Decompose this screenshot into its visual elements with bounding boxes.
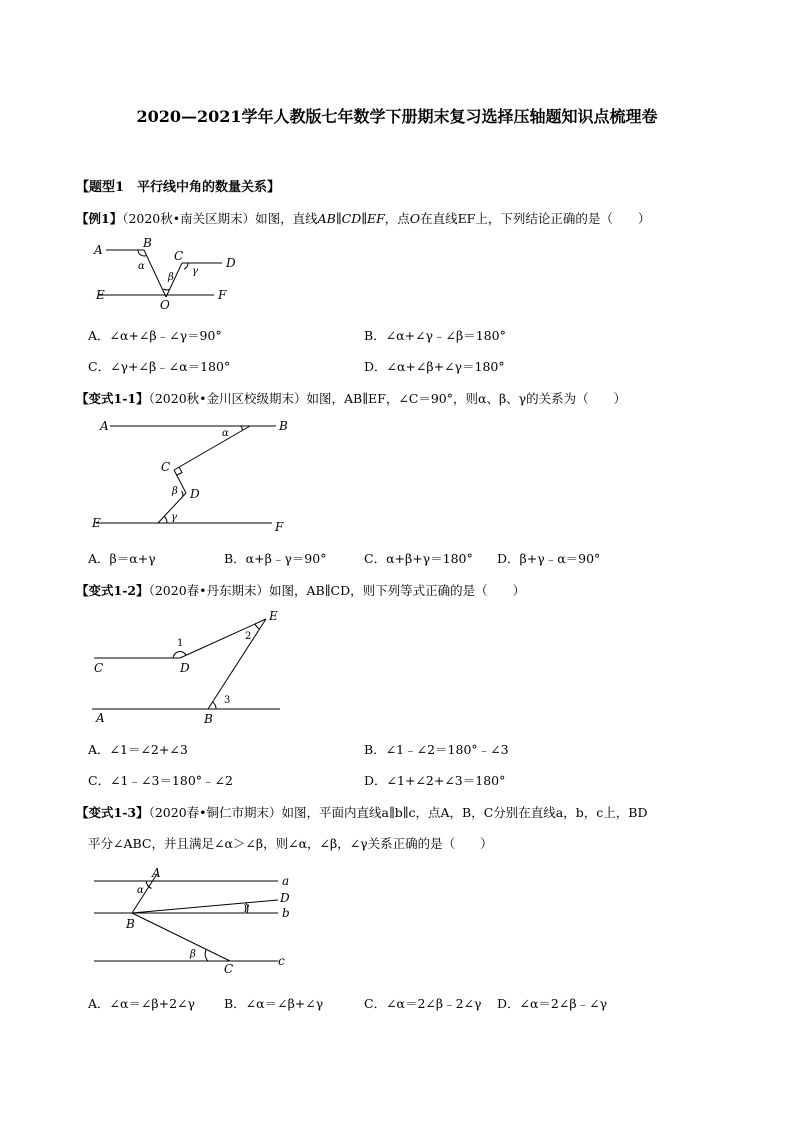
fig4-label-alpha: α [137,885,144,896]
fig3-label-B: B [204,712,213,726]
fig4-label-gamma: γ [243,902,249,913]
fig4-label-D: D [280,891,290,905]
question-1-source: （2020秋•南关区期末）如图，直线 [122,211,318,226]
fig3-label-A: A [96,711,105,725]
q4-option-d[interactable]: D．∠α＝2∠β﹣∠γ [497,996,608,1011]
fig2-label-alpha: α [222,428,229,439]
fig3-label-E: E [269,609,278,623]
fig3-label-C: C [94,661,104,675]
fig2-label-F: F [275,520,284,534]
q3-option-b[interactable]: B．∠1﹣∠2＝180°﹣∠3 [364,742,509,757]
question-1-mid: ，点 [384,211,410,226]
q2-option-b[interactable]: B．α+β﹣γ＝90° [224,551,327,566]
fig2-label-E: E [92,516,101,530]
fig1-label-A: A [94,243,103,257]
figure-4 [90,866,300,978]
fig1-label-D: D [226,256,236,270]
page-title: 2020—2021学年人教版七年数学下册期末复习选择压轴题知识点梳理卷 [136,107,658,126]
fig3-label-D: D [180,661,190,675]
fig1-label-E: E [96,288,105,302]
question-4-text [76,803,647,821]
question-3-body: （2020春•丹东期末）如图，AB∥CD，则下列等式正确的是（ ） [148,583,526,598]
section-heading: 【题型1 平行线中角的数量关系】 [76,180,281,195]
question-1-point: O [409,211,421,226]
figure-3 [88,606,288,726]
fig2-label-D: D [190,487,200,501]
figure-2 [88,414,298,538]
fig2-label-beta: β [172,486,178,497]
question-4-tag: 【变式1-3】 [76,805,149,820]
q3-option-a[interactable]: A．∠1＝∠2+∠3 [88,742,188,757]
question-4-line1: （2020春•铜仁市期末）如图，平面内直线a∥b∥c，点A，B，C分别在直线a，b，c上，BD [148,805,648,820]
q1-option-a[interactable]: A．∠α+∠β﹣∠γ＝90° [88,328,222,343]
question-3-text [76,581,525,599]
fig1-label-O: O [160,298,170,312]
question-2-text [76,389,626,407]
q2-option-c[interactable]: C．α+β+γ＝180° [364,551,473,566]
q2-option-d[interactable]: D．β+γ﹣α＝90° [497,551,601,566]
question-3-tag: 【变式1-2】 [76,583,149,598]
fig1-label-B: B [143,236,152,250]
fig2-label-gamma: γ [171,512,177,523]
fig2-label-A: A [100,419,109,433]
fig4-label-A: A [152,866,161,880]
fig3-label-2: 2 [245,631,252,642]
fig4-label-c: c [278,954,285,968]
fig2-label-C: C [161,460,171,474]
fig3-label-1: 1 [177,638,184,649]
question-1-end: 在直线EF上，下列结论正确的是（ ） [420,211,651,226]
question-1-parallel: AB∥CD∥EF [317,211,385,226]
fig1-label-beta: β [168,272,174,283]
question-1-tag: 【例1】 [76,211,123,226]
fig4-label-C: C [224,962,234,976]
figure-1 [88,238,248,310]
q2-option-a[interactable]: A．β＝α+γ [88,551,156,566]
q1-option-b[interactable]: B．∠α+∠γ﹣∠β＝180° [364,328,506,343]
fig1-label-C: C [174,249,184,263]
q1-option-c[interactable]: C．∠γ+∠β﹣∠α＝180° [88,359,231,374]
fig1-label-alpha: α [138,261,145,272]
question-2-body: （2020秋•金川区校级期末）如图，AB∥EF，∠C＝90°，则α、β、γ的关系为（ ） [148,391,627,406]
q4-option-b[interactable]: B．∠α＝∠β+∠γ [224,996,324,1011]
fig3-label-3: 3 [224,695,231,706]
fig1-label-F: F [218,288,227,302]
fig1-label-gamma: γ [192,266,198,277]
fig4-label-beta: β [190,949,196,960]
q3-option-d[interactable]: D．∠1+∠2+∠3＝180° [364,773,506,788]
question-1-text [76,209,650,227]
q1-option-d[interactable]: D．∠α+∠β+∠γ＝180° [364,359,505,374]
fig4-label-b: b [282,906,290,920]
fig4-label-B: B [126,917,135,931]
q4-option-a[interactable]: A．∠α＝∠β+2∠γ [88,996,196,1011]
fig2-label-B: B [279,419,288,433]
q4-option-c[interactable]: C．∠α＝2∠β﹣2∠γ [364,996,482,1011]
fig4-label-a: a [282,874,290,888]
q3-option-c[interactable]: C．∠1﹣∠3＝180°﹣∠2 [88,773,233,788]
question-4-line2: 平分∠ABC，并且满足∠α＞∠β，则∠α，∠β，∠γ关系正确的是（ ） [88,836,493,851]
question-2-tag: 【变式1-1】 [76,391,149,406]
